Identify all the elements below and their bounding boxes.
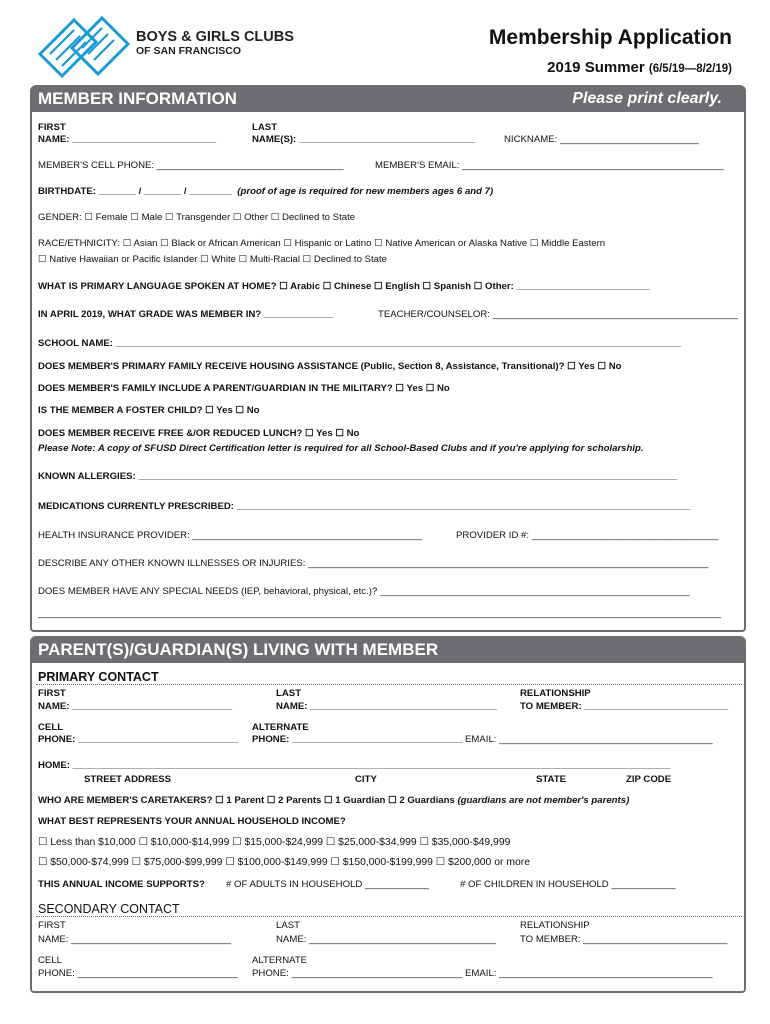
caretakers-question[interactable]: WHO ARE MEMBER'S CARETAKERS? ☐ 1 Parent ☐ 2 Parents ☐ 1 Guardian ☐ 2 Guardians (guardians are not member's parents) [38,795,630,806]
secondary-first-name-field[interactable]: NAME: ______________________________ [38,934,232,945]
primary-last-name-field[interactable]: NAME: ___________________________________ [276,701,497,712]
org-name: BOYS & GIRLS CLUBS [136,29,294,45]
home-address-field[interactable]: HOME: ________________________________________________________________________________________________________________ [38,760,671,771]
last-label: LAST [276,920,300,931]
member-email-field[interactable]: MEMBER'S EMAIL: _________________________________________________ [375,160,724,171]
foster-question[interactable]: IS THE MEMBER A FOSTER CHILD? ☐ Yes ☐ No [38,405,260,416]
provider-id-field[interactable]: PROVIDER ID #: ___________________________________ [456,530,719,541]
season-dates: (6/5/19—8/2/19) [648,63,732,75]
section-header-parents [30,636,746,663]
secondary-contact-heading: SECONDARY CONTACT [38,902,180,916]
secondary-relationship-field[interactable]: TO MEMBER: ___________________________ [520,934,728,945]
children-field[interactable]: # OF CHILDREN IN HOUSEHOLD ____________ [460,879,676,890]
alternate-label: ALTERNATE [252,955,308,966]
relationship-label: RELATIONSHIP [520,920,590,931]
first-label: FIRST [38,920,66,931]
allergies-field[interactable]: KNOWN ALLERGIES: _____________________________________________________________________________________________________ [38,471,678,482]
divider [36,916,742,917]
lunch-note: Please Note: A copy of SFUSD Direct Certification letter is required for all School-Based Clubs and if you're applying for scholarship. [38,443,644,454]
season: 2019 Summer [547,59,645,76]
primary-first-name-field[interactable]: NAME: ______________________________ [38,701,233,712]
special-needs-line[interactable]: ________________________________________________________________________________________________________________________________ [38,608,721,619]
member-first-name-field[interactable]: NAME: ___________________________ [38,134,217,145]
relationship-label: RELATIONSHIP [520,688,591,699]
housing-question[interactable]: DOES MEMBER'S PRIMARY FAMILY RECEIVE HOUSING ASSISTANCE (Public, Section 8, Assistance, Transitional)? ☐ Yes ☐ No [38,361,622,372]
school-field[interactable]: SCHOOL NAME: __________________________________________________________________________________________________________ [38,338,682,349]
last-label: LAST [276,688,302,699]
caretakers-note: (guardians are not member's parents) [457,795,630,806]
secondary-cell-field[interactable]: PHONE: ______________________________ [38,968,238,979]
boys-girls-clubs-logo [36,16,132,78]
org-subname: OF SAN FRANCISCO [136,45,241,57]
primary-contact-heading: PRIMARY CONTACT [38,670,159,684]
race-options-row1[interactable]: RACE/ETHNICITY: ☐ Asian ☐ Black or African American ☐ Hispanic or Latino ☐ Native American or Alaska Native ☐ Middle Eastern [38,238,606,249]
member-cell-field[interactable]: MEMBER'S CELL PHONE: ___________________________________ [38,160,344,171]
primary-alt-phone-field[interactable]: PHONE: ________________________________ [252,734,463,745]
language-question[interactable]: WHAT IS PRIMARY LANGUAGE SPOKEN AT HOME? ☐ Arabic ☐ Chinese ☐ English ☐ Spanish ☐ Other: _________________________ [38,281,650,292]
street-label: STREET ADDRESS [84,774,172,785]
income-supports-label: THIS ANNUAL INCOME SUPPORTS? [38,879,205,890]
race-options-row2[interactable]: ☐ Native Hawaiian or Pacific Islander ☐ White ☐ Multi-Racial ☐ Declined to State [38,254,387,265]
season-line [547,58,732,79]
primary-relationship-field[interactable]: TO MEMBER: ___________________________ [520,701,729,712]
primary-email-field[interactable]: EMAIL: ________________________________________ [465,734,713,745]
cell-label: CELL [38,722,64,733]
member-last-name-field[interactable]: NAME(S): _________________________________ [252,134,475,145]
section-title: MEMBER INFORMATION [38,89,237,108]
adults-field[interactable]: # OF ADULTS IN HOUSEHOLD ____________ [226,879,429,890]
birthdate-field[interactable]: BIRTHDATE: _______ / _______ / ________ (proof of age is required for new members ages 6 and 7) [38,186,494,197]
page-title: Membership Application [488,26,732,49]
nickname-field[interactable]: NICKNAME: __________________________ [504,134,699,145]
lunch-question[interactable]: DOES MEMBER RECEIVE FREE &/OR REDUCED LUNCH? ☐ Yes ☐ No [38,428,360,439]
birthdate-note: (proof of age is required for new members ages 6 and 7) [237,186,494,197]
gender-options[interactable]: GENDER: ☐ Female ☐ Male ☐ Transgender ☐ Other ☐ Declined to State [38,212,356,223]
secondary-email-field[interactable]: EMAIL: ________________________________________ [465,968,713,979]
teacher-field[interactable]: TEACHER/COUNSELOR: ______________________________________________ [378,309,739,320]
insurance-field[interactable]: HEALTH INSURANCE PROVIDER: ___________________________________________ [38,530,422,541]
secondary-alt-phone-field[interactable]: PHONE: ________________________________ [252,968,463,979]
illnesses-field[interactable]: DESCRIBE ANY OTHER KNOWN ILLNESSES OR INJURIES: ___________________________________________________________________________ [38,558,709,569]
income-question: WHAT BEST REPRESENTS YOUR ANNUAL HOUSEHOLD INCOME? [38,816,346,827]
income-options-row2[interactable]: ☐ $50,000-$74,999 ☐ $75,000-$99,999 ☐ $100,000-$149,999 ☐ $150,000-$199,999 ☐ $200,000 or more [38,857,531,868]
section-title: PARENT(S)/GUARDIAN(S) LIVING WITH MEMBER [38,640,439,659]
grade-field[interactable]: IN APRIL 2019, WHAT GRADE WAS MEMBER IN? _____________ [38,309,334,320]
state-label: STATE [536,774,567,785]
first-label: FIRST [38,122,66,133]
divider [36,684,742,685]
special-needs-field[interactable]: DOES MEMBER HAVE ANY SPECIAL NEEDS (IEP, behavioral, physical, etc.)? __________________________________________________________ [38,586,690,597]
first-label: FIRST [38,688,66,699]
alternate-label: ALTERNATE [252,722,309,733]
military-question[interactable]: DOES MEMBER'S FAMILY INCLUDE A PARENT/GUARDIAN IN THE MILITARY? ☐ Yes ☐ No [38,383,450,394]
zip-label: ZIP CODE [626,774,672,785]
secondary-last-name-field[interactable]: NAME: ___________________________________ [276,934,496,945]
income-options-row1[interactable]: ☐ Less than $10,000 ☐ $10,000-$14,999 ☐ $15,000-$24,999 ☐ $25,000-$34,999 ☐ $35,000-$49,999 [38,837,511,848]
section-header-member [30,85,746,112]
medications-field[interactable]: MEDICATIONS CURRENTLY PRESCRIBED: _____________________________________________________________________________________ [38,501,691,512]
city-label: CITY [355,774,377,785]
cell-label: CELL [38,955,62,966]
primary-cell-field[interactable]: PHONE: ______________________________ [38,734,239,745]
print-note: Please print clearly. [572,90,722,107]
last-label: LAST [252,122,278,133]
